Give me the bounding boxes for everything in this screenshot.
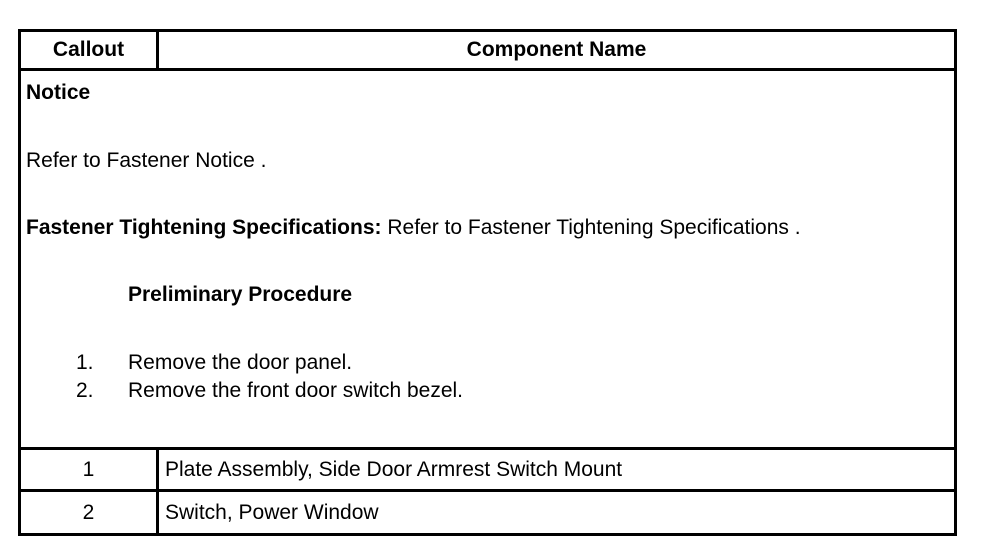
table-row — [21, 450, 954, 492]
component-table — [18, 29, 957, 536]
tightening-spec-label: Fastener Tightening Specifications: — [26, 216, 382, 239]
header-callout: Callout — [21, 32, 159, 68]
table-header-row — [21, 32, 954, 71]
step-number: 2. — [76, 379, 94, 402]
header-component-name: Component Name — [466, 38, 647, 61]
tightening-spec-line — [26, 216, 801, 240]
step-text: Remove the front door switch bezel. — [128, 379, 463, 402]
notice-block — [21, 71, 954, 450]
row-callout: 1 — [21, 450, 159, 489]
table-row — [21, 492, 954, 533]
step-text: Remove the door panel. — [128, 351, 353, 374]
notice-content — [26, 71, 954, 447]
notice-text: Refer to Fastener Notice . — [26, 149, 267, 172]
tightening-spec-text: Refer to Fastener Tightening Specifications . — [381, 216, 801, 239]
step-number: 1. — [76, 351, 94, 374]
notice-title: Notice — [26, 81, 91, 104]
preliminary-procedure-title: Preliminary Procedure — [128, 283, 353, 306]
row-callout: 2 — [21, 492, 159, 533]
row-component-name: Switch, Power Window — [165, 500, 379, 524]
row-component-name: Plate Assembly, Side Door Armrest Switch Mount — [165, 457, 623, 481]
